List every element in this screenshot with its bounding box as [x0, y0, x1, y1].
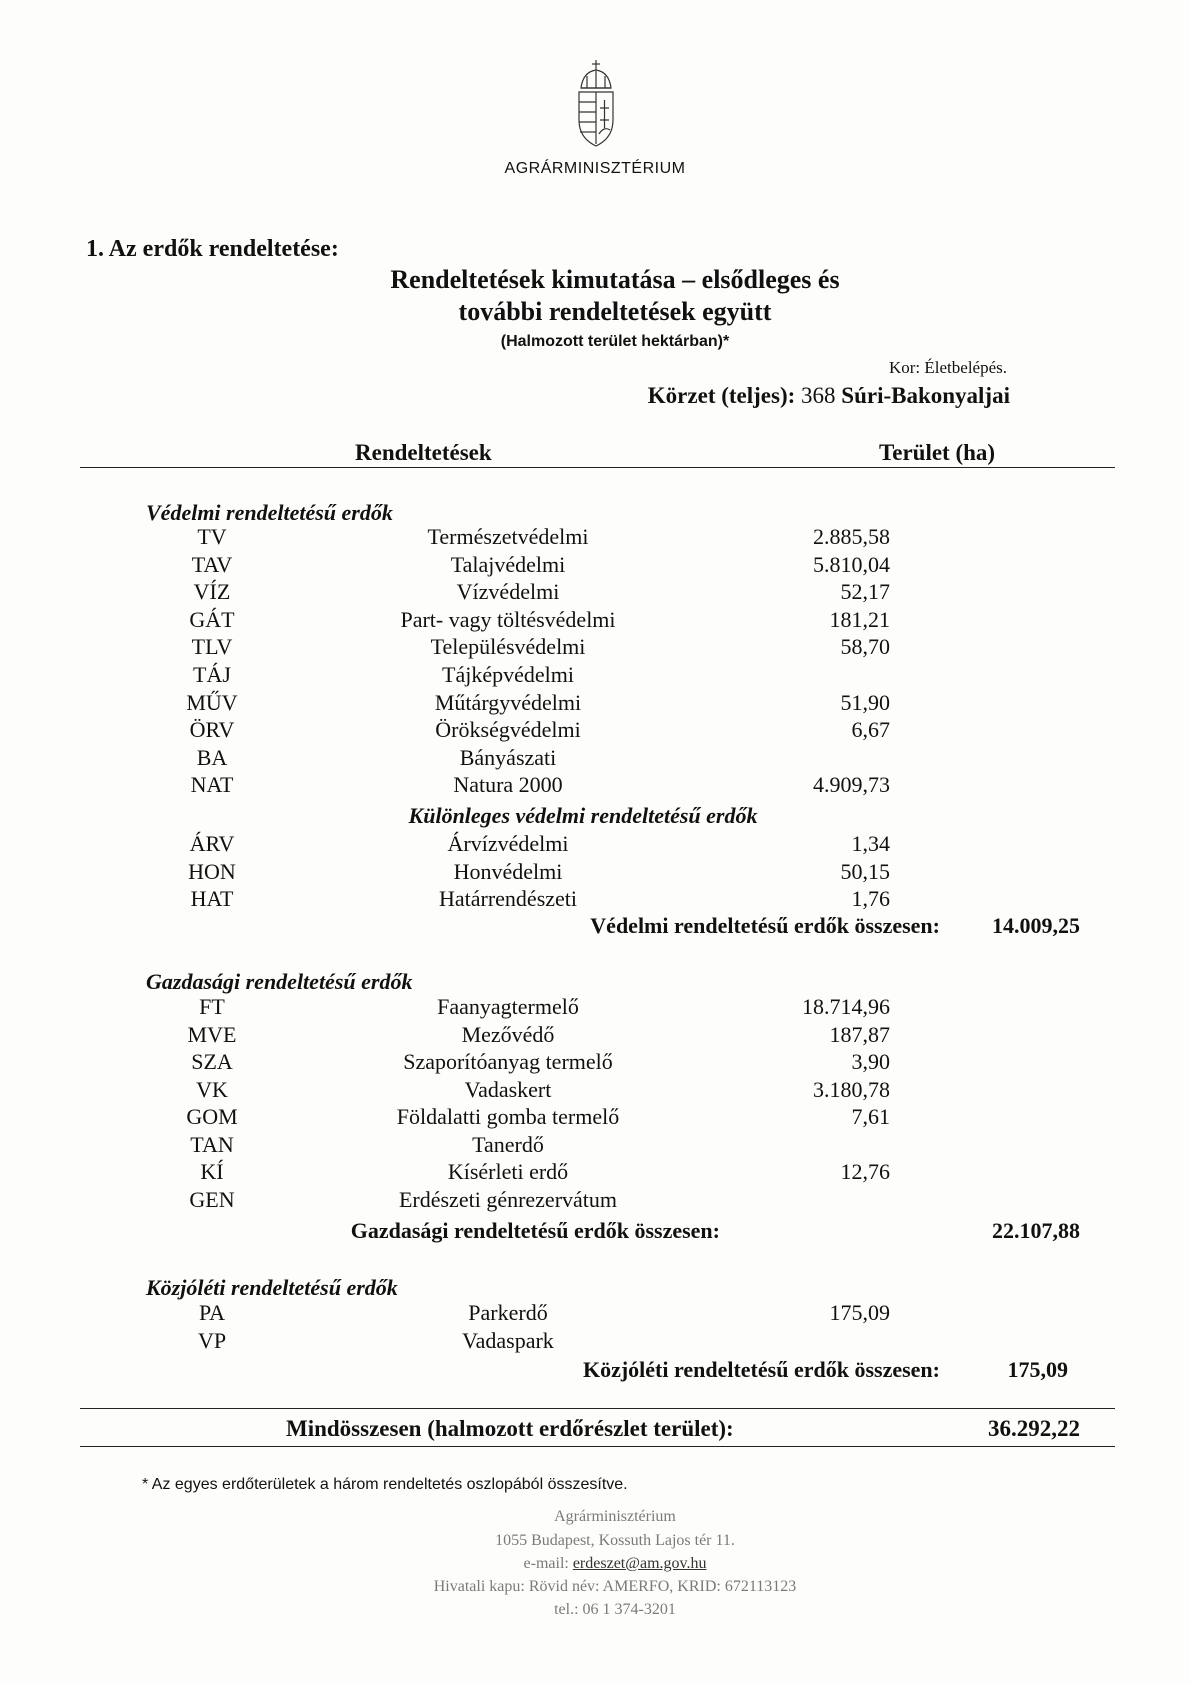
section-title-gazdasagi: Gazdasági rendeltetésű erdők — [146, 969, 413, 994]
row-value: 2.885,58 — [813, 524, 890, 549]
row-name: Tájképvédelmi — [442, 662, 574, 687]
korzet-number: 368 — [801, 383, 836, 408]
column-header-terulet: Terület (ha) — [879, 440, 996, 465]
row-code: TAV — [191, 551, 233, 577]
header-divider — [80, 467, 1115, 468]
row-value: 50,15 — [840, 858, 890, 884]
grand-total-divider-top — [80, 1408, 1115, 1409]
page-title-line2: további rendeltetések együtt — [458, 297, 772, 326]
row-code: BA — [196, 744, 228, 770]
row-code: GEN — [189, 1186, 235, 1212]
row-name: Határrendészeti — [438, 886, 578, 911]
section-number: 1. Az erdők rendeltetése: — [86, 236, 339, 262]
row-code: TLV — [191, 634, 233, 660]
korzet-line — [648, 383, 1010, 409]
row-name: Erdészeti génrezervátum — [398, 1186, 618, 1212]
row-name: Földalatti gomba termelő — [396, 1104, 620, 1129]
column-header-rendeltetesek: Rendeltetések — [355, 440, 492, 465]
row-code: PA — [198, 1300, 226, 1325]
footnote: * Az egyes erdőterületek a három rendeltetés oszlopából összesítve. — [142, 1476, 628, 1493]
row-name: Vízvédelmi — [456, 579, 560, 605]
row-code: ÁRV — [189, 831, 235, 856]
row-code: SZA — [191, 1049, 233, 1074]
row-value: 3,90 — [851, 1049, 890, 1074]
row-name: Parkerdő — [468, 1300, 548, 1325]
coat-of-arms-icon — [575, 58, 617, 148]
row-name: Mezővédő — [461, 1021, 555, 1047]
grand-total-value: 36.292,22 — [988, 1416, 1080, 1441]
row-name: Természetvédelmi — [427, 524, 589, 549]
row-value: 181,21 — [829, 606, 890, 632]
vedelmi-total-label: Védelmi rendeltetésű erdők összesen: — [590, 913, 940, 938]
row-name: Kísérleti erdő — [447, 1159, 569, 1184]
row-code: ÖRV — [189, 717, 235, 743]
row-value: 58,70 — [840, 634, 890, 660]
row-code: MVE — [187, 1021, 237, 1047]
row-code: MŰV — [186, 689, 238, 715]
row-code: HAT — [190, 886, 234, 911]
row-value: 3.180,78 — [813, 1076, 890, 1102]
row-value: 7,61 — [851, 1104, 890, 1129]
row-value: 52,17 — [840, 579, 890, 605]
row-name: Műtárgyvédelmi — [434, 689, 582, 715]
korzet-label: Körzet (teljes): — [647, 383, 796, 408]
row-code: VP — [197, 1327, 227, 1353]
korzet-name: Súri-Bakonyaljai — [841, 383, 1010, 408]
row-name: Árvízvédelmi — [447, 831, 569, 856]
row-name: Örökségvédelmi — [435, 717, 581, 743]
row-value: 18.714,96 — [802, 994, 890, 1019]
row-code: TÁJ — [193, 662, 231, 687]
row-code: NAT — [190, 772, 234, 798]
special-section-title: Különleges védelmi rendeltetésű erdők — [408, 803, 758, 828]
row-code: KÍ — [200, 1159, 224, 1184]
row-value: 4.909,73 — [813, 772, 890, 798]
kozjoleti-total-value: 175,09 — [1007, 1357, 1068, 1382]
row-code: VÍZ — [193, 579, 231, 605]
row-value: 12,76 — [840, 1159, 890, 1184]
stamp-line-3 — [0, 1555, 1190, 1573]
row-code: TV — [197, 524, 227, 549]
stamp-line-4: Hivatali kapu: Rövid név: AMERFO, KRID: 672113123 — [433, 1578, 797, 1595]
gazdasagi-total-value: 22.107,88 — [992, 1218, 1080, 1243]
row-name: Vadaspark — [462, 1327, 554, 1353]
row-name: Szaporítóanyag termelő — [403, 1049, 613, 1074]
row-name: Bányászati — [459, 744, 557, 770]
row-name: Faanyagtermelő — [437, 994, 579, 1019]
ministry-name: AGRÁRMINISZTÉRIUM — [504, 160, 686, 177]
stamp-email-link[interactable]: erdeszet@am.gov.hu — [572, 1555, 707, 1572]
row-value: 51,90 — [840, 689, 890, 715]
row-value: 1,76 — [851, 886, 890, 911]
row-code: HON — [188, 858, 236, 884]
gazdasagi-total-label: Gazdasági rendeltetésű erdők összesen: — [350, 1218, 720, 1243]
row-code: FT — [199, 994, 225, 1019]
row-code: VK — [196, 1076, 228, 1102]
vedelmi-total-value: 14.009,25 — [992, 913, 1080, 938]
row-name: Talajvédelmi — [450, 551, 566, 577]
stamp-email-prefix: e-mail: — [523, 1555, 573, 1572]
grand-total-divider-bottom — [80, 1446, 1115, 1447]
row-code: GÁT — [189, 606, 235, 632]
row-name: Natura 2000 — [453, 772, 563, 798]
page-title-line1: Rendeltetések kimutatása – elsődleges és — [390, 265, 840, 294]
row-name: Part- vagy töltésvédelmi — [400, 606, 616, 632]
row-value: 175,09 — [829, 1300, 890, 1325]
row-name: Honvédelmi — [453, 858, 563, 884]
row-name: Tanerdő — [472, 1131, 544, 1157]
kozjoleti-total-label: Közjóléti rendeltetésű erdők összesen: — [582, 1357, 940, 1382]
section-title-vedelmi: Védelmi rendeltetésű erdők — [146, 500, 393, 525]
row-name: Vadaskert — [464, 1076, 552, 1102]
row-value: 1,34 — [851, 831, 890, 856]
page-subtitle: (Halmozott terület hektárban)* — [500, 333, 730, 350]
stamp-line-2: 1055 Budapest, Kossuth Lajos tér 11. — [495, 1532, 735, 1549]
section-title-kozjoleti: Közjóléti rendeltetésű erdők — [146, 1275, 398, 1300]
grand-total-label: Mindösszesen (halmozott erdőrészlet terület): — [286, 1416, 734, 1441]
row-value: 6,67 — [851, 717, 890, 743]
stamp-line-1: Agrárminisztérium — [554, 1508, 676, 1525]
kor-label: Kor: Életbelépés. — [888, 358, 1007, 377]
row-name: Településvédelmi — [430, 634, 586, 660]
stamp-line-5: tel.: 06 1 374-3201 — [554, 1601, 676, 1618]
row-value: 5.810,04 — [813, 551, 890, 577]
row-code: GOM — [186, 1104, 238, 1129]
row-code: TAN — [190, 1131, 234, 1157]
row-value: 187,87 — [829, 1021, 890, 1047]
